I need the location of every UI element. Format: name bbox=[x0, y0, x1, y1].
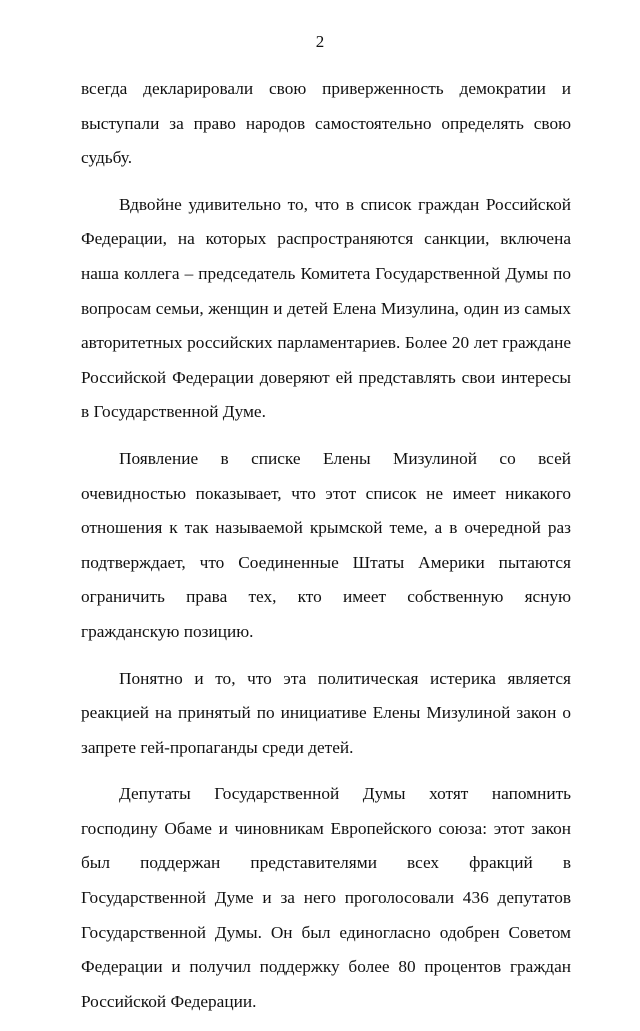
page-number: 2 bbox=[315, 32, 325, 51]
paragraph-political-reaction: Понятно и то, что эта политическая истерика является реакцией на принятый по инициативе Елены Мизулиной закон о запрете гей-пропаганды среди детей. bbox=[81, 668, 571, 757]
paragraph-sanctions-mizulina: Вдвойне удивительно то, что в список граждан Российской Федерации, на которых распространяются санкции, включена наша коллега – председатель Комитета Государственной Думы по вопросам семьи, женщин и детей Елена Мизулина, один из самых авторитетных российских парламентариев. Более 20 лет граждане Российской Федерации доверяют ей представлять свои интересы в Государственной Думе. bbox=[81, 194, 571, 422]
paragraph-list-purpose: Появление в списке Елены Мизулиной со всей очевидностью показывает, что этот список не имеет никакого отношения к так называемой крымской теме, а в очередной раз подтверждает, что Соединенные Штаты Америки пытаются ограничить права тех, кто имеет собственную ясную гражданскую позицию. bbox=[81, 448, 571, 641]
paragraph-continuation: всегда декларировали свою приверженность демократии и выступали за право народов самостоятельно определять свою судьбу. bbox=[81, 79, 571, 168]
document-body bbox=[81, 72, 571, 1031]
paragraph-law-support: Депутаты Государственной Думы хотят напомнить господину Обаме и чиновникам Европейского союза: этот закон был поддержан представителями всех фракций в Государственной Думе и за него проголосовали 436 депутатов Государственной Думы. Он был единогласно одобрен Советом Федерации и получил поддержку более 80 процентов граждан Российской Федерации. bbox=[81, 784, 571, 1011]
